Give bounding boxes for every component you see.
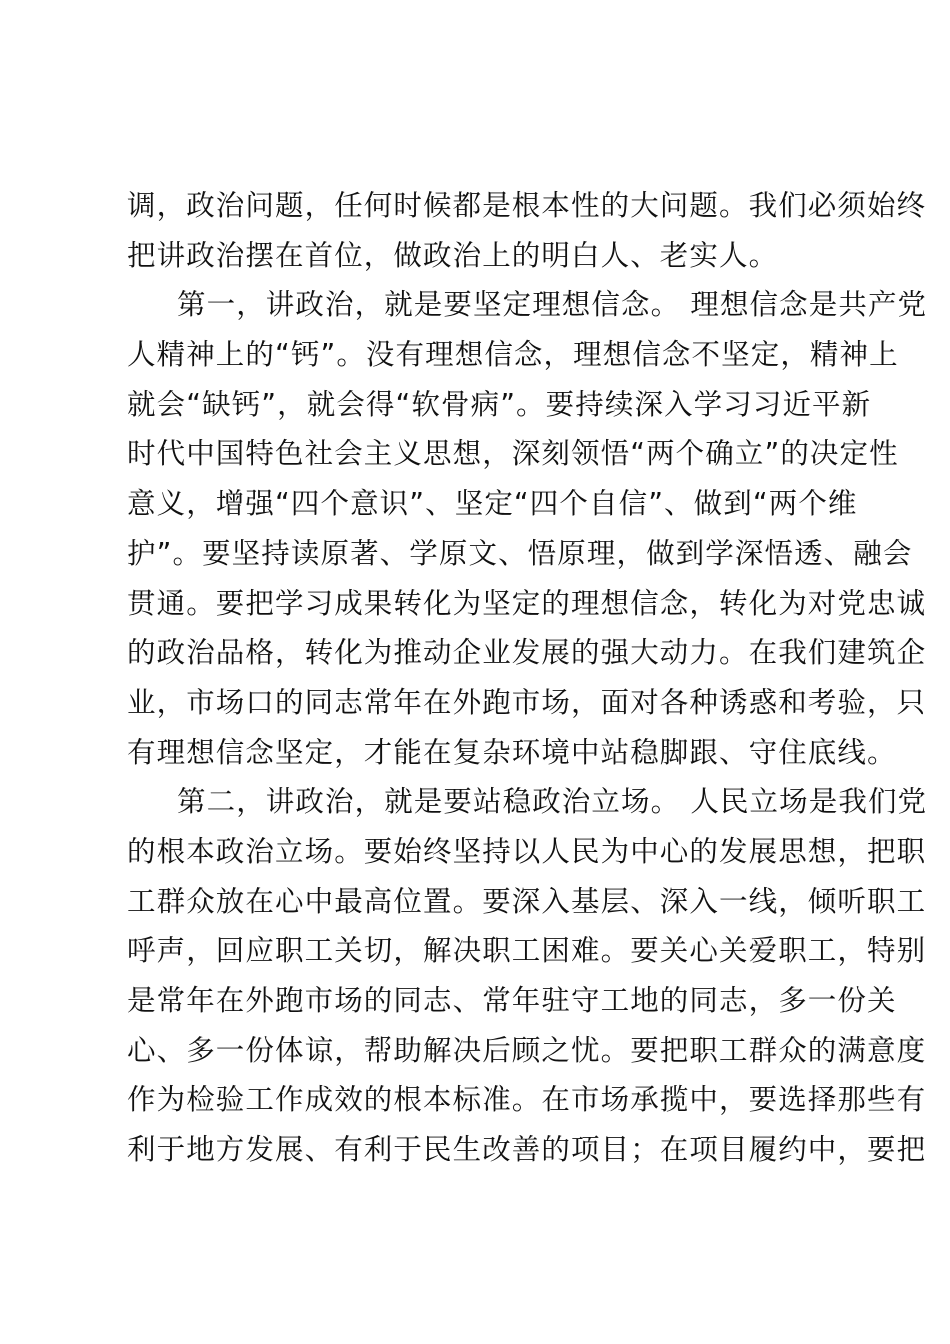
text-line: 护”。要坚持读原著、学原文、悟原理，做到学深悟透、融会 <box>127 536 913 570</box>
text-line: 作为检验工作成效的根本标准。在市场承揽中，要选择那些有 <box>127 1083 927 1117</box>
text-line: 人精神上的“钙”。没有理想信念，理想信念不坚定，精神上 <box>127 338 899 372</box>
text-line: 调，政治问题，任何时候都是根本性的大问题。我们必须始终 <box>127 189 927 222</box>
text-line: 业，市场口的同志常年在外跑市场，面对各种诱惑和考验，只 <box>127 685 927 719</box>
paragraph-heading-line: 第一，讲政治，就是要坚定理想信念。 理想信念是共产党 <box>177 288 928 322</box>
text-line: 贯通。要把学习成果转化为坚定的理想信念，转化为对党忠诚 <box>127 586 927 620</box>
paragraph-heading-line: 第二，讲政治，就是要站稳政治立场。 人民立场是我们党 <box>177 785 928 819</box>
text-line: 的根本政治立场。要始终坚持以人民为中心的发展思想，把职 <box>127 834 927 868</box>
text-line: 有理想信念坚定，才能在复杂环境中站稳脚跟、守住底线。 <box>127 735 897 769</box>
text-line: 把讲政治摆在首位，做政治上的明白人、老实人。 <box>127 238 779 272</box>
text-line: 是常年在外跑市场的同志、常年驻守工地的同志，多一份关 <box>127 984 897 1017</box>
text-line: 的政治品格，转化为推动企业发展的强大动力。在我们建筑企 <box>127 636 927 670</box>
text-line: 心、多一份体谅，帮助解决后顾之忧。要把职工群众的满意度 <box>127 1033 927 1067</box>
text-line: 时代中国特色社会主义思想，深刻领悟“两个确立”的决定性 <box>127 437 899 471</box>
text-line: 工群众放在心中最高位置。要深入基层、深入一线，倾听职工 <box>127 884 927 918</box>
text-line: 意义，增强“四个意识”、坚定“四个自信”、做到“两个维 <box>127 487 858 521</box>
text-line: 呼声，回应职工关切，解决职工困难。要关心关爱职工，特别 <box>127 934 927 968</box>
text-line: 就会“缺钙”，就会得“软骨病”。要持续深入学习习近平新 <box>127 387 872 421</box>
text-line: 利于地方发展、有利于民生改善的项目；在项目履约中，要把 <box>127 1133 927 1167</box>
body-text <box>127 181 928 1175</box>
